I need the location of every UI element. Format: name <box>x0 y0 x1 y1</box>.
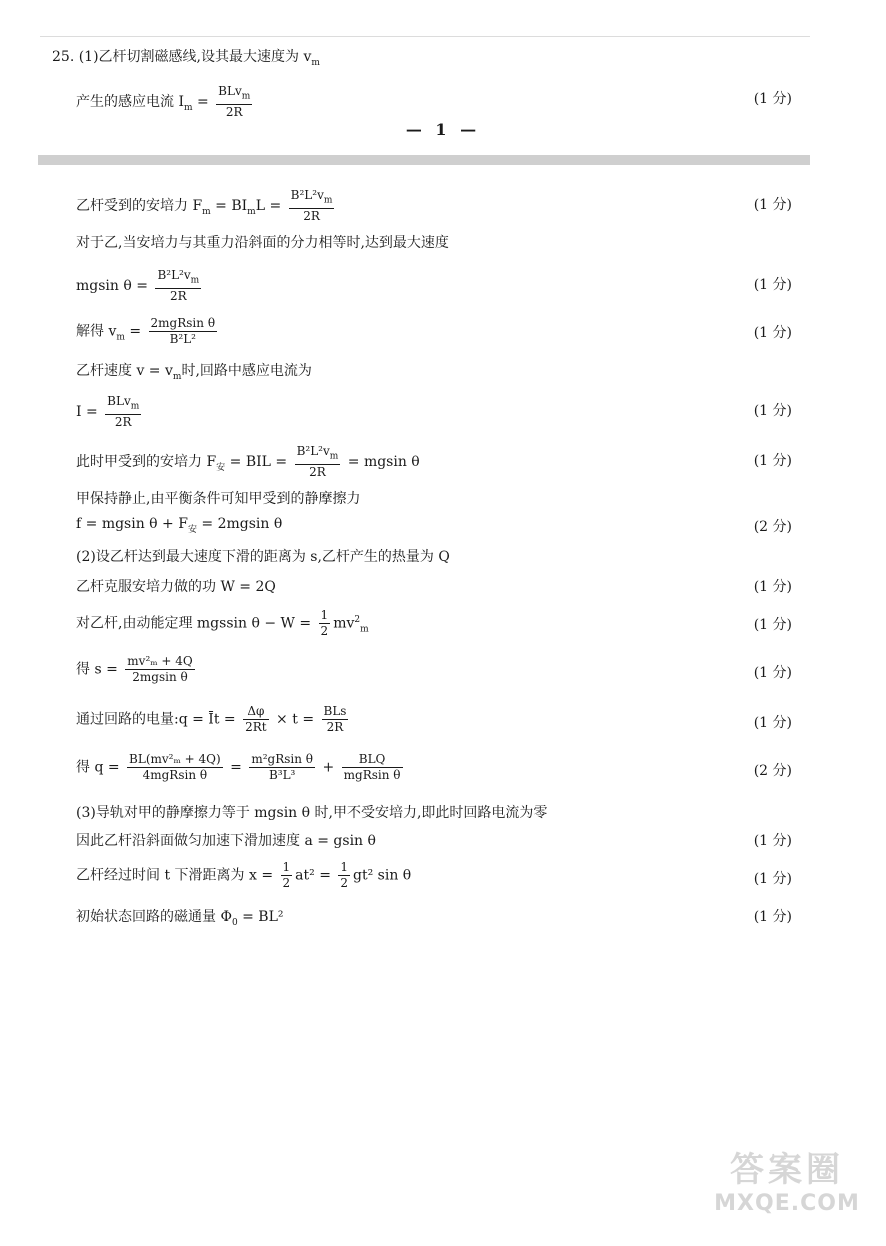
line-ampere-force <box>0 182 886 224</box>
formula-vm: 解得 $v_m$ = $\frac{\text{2mgRsin θ}}{\text{B²L²}}$ <box>76 316 216 346</box>
line-charge <box>0 700 886 738</box>
formula-energy: 对乙杆,由动能定理 mgssin θ − W = $\frac{1}{2}$ $mv^2_m$ <box>76 608 369 638</box>
fraction: $\frac{1}{2}$ <box>320 608 329 638</box>
text-part3: (3)导轨对甲的静摩擦力等于 mgsin θ 时,甲不受安培力,即此时回路电流为零 <box>76 805 548 821</box>
watermark-top-text: 答案圈 <box>730 1150 844 1190</box>
score-label: (1 分) <box>753 453 792 469</box>
score-label: (1 分) <box>753 617 792 633</box>
fraction: $\frac{BLv_m}{2R}$ <box>218 84 251 120</box>
page-separator <box>38 155 810 165</box>
line-energy-theorem <box>0 604 886 640</box>
text-speed-vm: 乙杆速度 $v = v_m$时,回路中感应电流为 <box>76 363 312 382</box>
formula-induced-current: 产生的感应电流 $I_m$ = $\frac{BLv_m}{2R}$ <box>76 84 251 120</box>
formula-force-on-jia: 此时甲受到的安培力 $F_安$ = BIL = $\frac{B^2L^2v_m}{2R}$ = mgsin θ <box>76 444 420 480</box>
text-acceleration: 因此乙杆沿斜面做匀加速下滑加速度 a = gsin θ <box>76 833 376 849</box>
score-label: (1 分) <box>753 909 792 925</box>
score-label: (2 分) <box>753 519 792 535</box>
fraction: $\frac{\text{BLs}}{2R}$ <box>323 704 347 734</box>
line-distance <box>0 856 886 894</box>
line-balance-equation <box>0 262 886 304</box>
score-label: (1 分) <box>753 579 792 595</box>
watermark-bottom-text: MXQE.COM <box>714 1191 860 1216</box>
fraction: $\frac{\Delta\varphi}{2Rt}$ <box>245 704 267 734</box>
formula-ampere-force: 乙杆受到的安培力 $F_m = BI_mL$ = $\frac{B^2L^2v_m}{2R}$ <box>76 188 333 224</box>
formula-distance: 乙杆经过时间 t 下滑距离为 x = $\frac{1}{2}$ at² = $\frac{1}{2}$ gt² sin θ <box>76 860 412 890</box>
fraction: $\frac{\text{mv²ₘ + 4Q}}{\text{2mgsin θ}}$ <box>127 654 193 684</box>
formula-balance: mgsin θ = $\frac{B^2L^2v_m}{2R}$ <box>76 268 200 304</box>
score-label: (2 分) <box>753 763 792 779</box>
fraction: $\frac{1}{2}$ <box>340 860 349 890</box>
top-rule <box>40 36 810 37</box>
score-label: (1 分) <box>753 871 792 887</box>
text-part2: (2)设乙杆达到最大速度下滑的距离为 s,乙杆产生的热量为 Q <box>76 549 450 565</box>
score-label: (1 分) <box>753 665 792 681</box>
fraction: $\frac{B^2L^2v_m}{2R}$ <box>290 188 333 224</box>
line-solve-q <box>0 748 886 788</box>
score-label: (1 分) <box>753 403 792 419</box>
formula-s: 得 s = $\frac{\text{mv²ₘ + 4Q}}{\text{2mgsin θ}}$ <box>76 654 193 684</box>
fraction: $\frac{\text{2mgRsin θ}}{\text{B²L²}}$ <box>150 316 216 346</box>
formula-charge: 通过回路的电量:q = Īt = $\frac{\Delta\varphi}{2Rt}$ × t = $\frac{\text{BLs}}{2R}$ <box>76 704 347 734</box>
text-work: 乙杆克服安培力做的功 W = 2Q <box>76 579 276 595</box>
score-label: (1 分) <box>753 91 792 107</box>
score-label: (1 分) <box>753 197 792 213</box>
score-label: (1 分) <box>753 833 792 849</box>
formula-current: I = $\frac{BLv_m}{2R}$ <box>76 394 140 430</box>
fraction: $\frac{1}{2}$ <box>282 860 291 890</box>
page-number: — 1 — <box>405 120 481 139</box>
fraction: $\frac{\text{m²gRsin θ}}{\text{B³L³}}$ <box>251 752 313 782</box>
question-25-text: 25. (1)乙杆切割磁感线,设其最大速度为 $v_m$ <box>52 49 320 68</box>
text-static-friction: 甲保持静止,由平衡条件可知甲受到的静摩擦力 <box>76 491 361 507</box>
score-label: (1 分) <box>753 715 792 731</box>
fraction: $\frac{B^2L^2v_m}{2R}$ <box>296 444 339 480</box>
line-induced-current <box>0 78 886 120</box>
fraction: $\frac{\text{BLQ}}{\text{mgRsin θ}}$ <box>343 752 401 782</box>
fraction: $\frac{\text{BL(mv²ₘ + 4Q)}}{\text{4mgRsin θ}}$ <box>129 752 221 782</box>
fraction: $\frac{BLv_m}{2R}$ <box>107 394 140 430</box>
text-condition: 对于乙,当安培力与其重力沿斜面的分力相等时,达到最大速度 <box>76 235 449 251</box>
formula-q: 得 q = $\frac{\text{BL(mv²ₘ + 4Q)}}{\text{4mgRsin θ}}$ = $\frac{\text{m²gRsin θ}}{\text{B³L³}}$ + $\frac{\text{BLQ}}{\text{mgRsin θ}}$ <box>76 752 401 782</box>
score-label: (1 分) <box>753 325 792 341</box>
watermark-logo <box>702 1142 872 1232</box>
score-label: (1 分) <box>753 277 792 293</box>
line-force-on-jia <box>0 438 886 480</box>
formula-friction: f = mgsin $\theta + F_安 = 2mgsin$ θ <box>76 516 283 535</box>
formula-flux: 初始状态回路的磁通量 $\Phi_0 = BL^2$ <box>76 909 284 928</box>
fraction: $\frac{B^2L^2v_m}{2R}$ <box>157 268 200 304</box>
line-solve-s <box>0 650 886 690</box>
line-solve-vm <box>0 310 886 348</box>
line-current <box>0 388 886 430</box>
